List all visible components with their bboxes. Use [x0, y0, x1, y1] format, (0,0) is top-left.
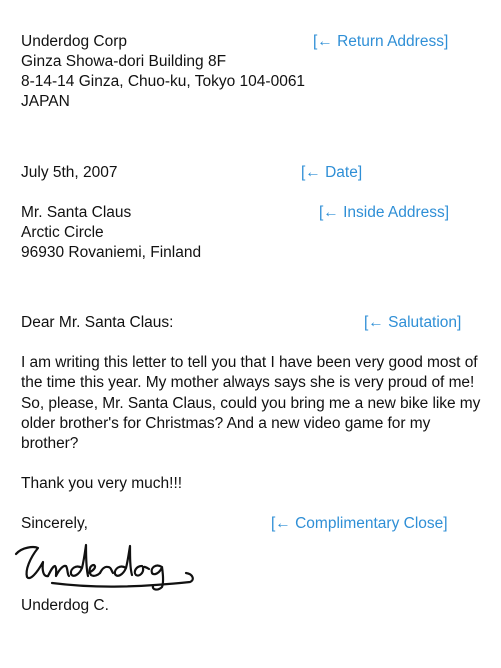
inside-address-label: [← Inside Address]	[319, 204, 450, 221]
inside-address-line: Mr. Santa Claus	[21, 204, 132, 221]
signer-name: Underdog C.	[21, 597, 109, 614]
complimentary-close-label: [← Complimentary Close]	[271, 515, 448, 532]
inside-address-line: 96930 Rovaniemi, Finland	[21, 244, 202, 261]
return-address-line: JAPAN	[21, 93, 70, 110]
salutation-label: [← Salutation]	[364, 314, 462, 331]
thanks-line: Thank you very much!!!	[21, 475, 183, 492]
date-label: [← Date]	[301, 164, 363, 181]
salutation: Dear Mr. Santa Claus:	[21, 314, 174, 331]
letter-date: July 5th, 2007	[21, 164, 118, 181]
return-address-label: [← Return Address]	[313, 33, 449, 50]
return-address-line: Ginza Showa-dori Building 8F	[21, 53, 227, 70]
handwritten-signature-image	[12, 542, 198, 592]
return-address-line: Underdog Corp	[21, 33, 127, 50]
return-address-line: 8-14-14 Ginza, Chuo-ku, Tokyo 104-0061	[21, 73, 306, 90]
letter-body: I am writing this letter to tell you that I have been very good most of the time this year. My mother always says she is very proud of me! So, please, Mr. Santa Claus, could you bring me a new bike like my older brother's for Christmas? And a new video game for my brother?	[21, 354, 481, 453]
inside-address-line: Arctic Circle	[21, 224, 104, 241]
complimentary-close: Sincerely,	[21, 515, 88, 532]
